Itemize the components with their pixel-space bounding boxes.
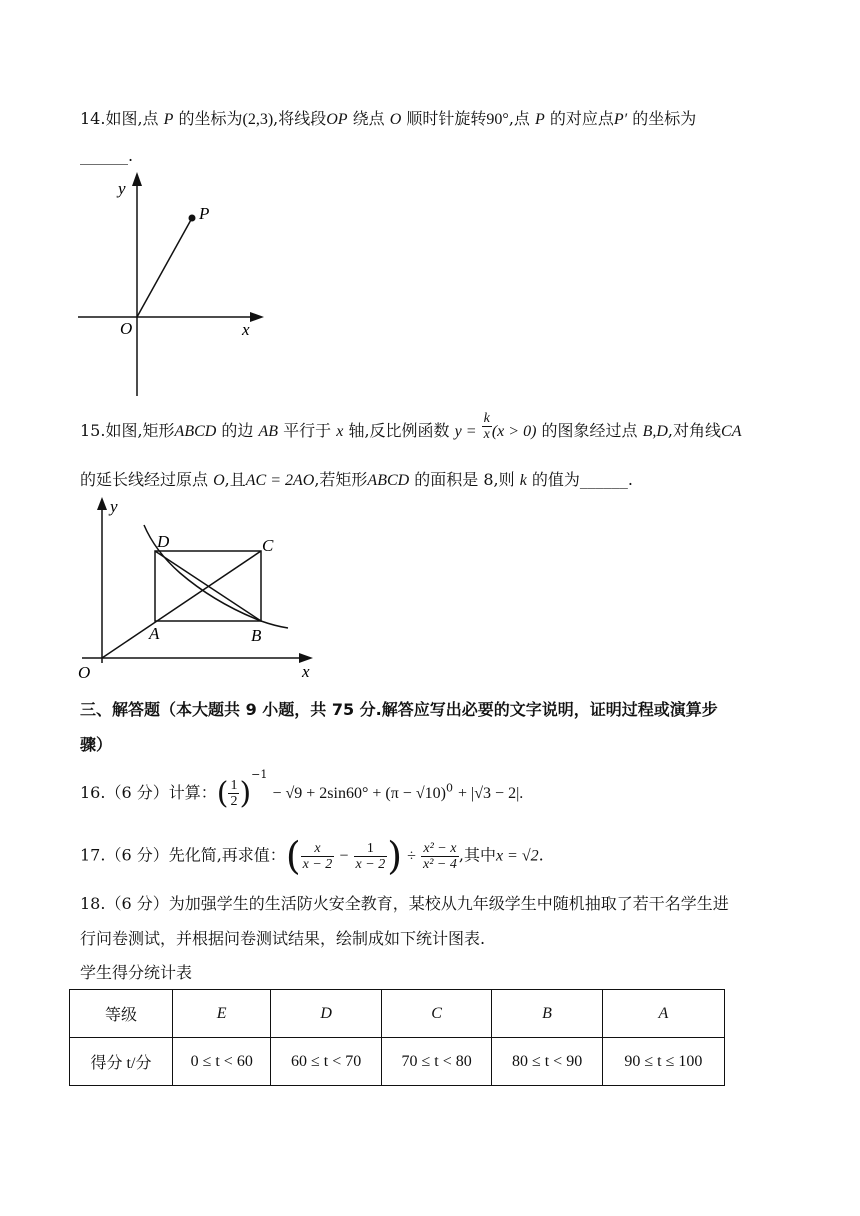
q15-text: 的面积是 8,则 [409, 470, 520, 489]
point-p-prime-label: P′ [613, 111, 628, 128]
q17-text: . [538, 845, 544, 865]
diagonal-ca-label: CA [721, 423, 742, 440]
table-cell: 80 ≤ t < 90 [492, 1038, 602, 1086]
origin-label: O [120, 319, 133, 338]
table-header-cell: D [271, 990, 381, 1038]
fraction-denominator: x² − 4 [423, 856, 457, 872]
y-axis-label: y [110, 497, 118, 516]
table-header-cell: 等级 [70, 990, 173, 1038]
segment-op [137, 218, 192, 317]
table-cell: 60 ≤ t < 70 [271, 1038, 381, 1086]
q14-text: 14.如图,点 [80, 109, 164, 128]
q14-answer-blank: ______. [80, 146, 134, 165]
x-variable: x [336, 423, 344, 440]
x-axis-arrow [250, 312, 264, 322]
q15-text: 轴,反比例函数 [343, 421, 455, 440]
exponent-minus-one: −1 [251, 767, 268, 781]
fraction-denominator: x [483, 427, 490, 442]
division-sign: ÷ [407, 847, 416, 865]
point-c-label: C [262, 536, 274, 555]
q14-text: 的坐标为 [627, 109, 697, 128]
q15-text: 平行于 [278, 421, 337, 440]
fraction-numerator: 1 [354, 841, 388, 857]
open-paren: ( [216, 776, 229, 811]
q14-text: ,将线段 [273, 109, 327, 128]
rect-abcd-label: ABCD [174, 423, 217, 440]
close-paren: ) [387, 834, 403, 878]
ac-equation: AC = 2AO [245, 472, 315, 489]
y-axis-label: y [118, 179, 126, 198]
q15-line2 [80, 467, 633, 490]
section-heading-line2: 骤） [80, 735, 113, 754]
table-header-cell: A [602, 990, 724, 1038]
rotation-angle: 90° [486, 111, 509, 128]
q15-text: 的延长线经过原点 [80, 470, 214, 489]
q16-label: 16.（6 分）计算： [80, 783, 217, 802]
y-axis-arrow [97, 497, 107, 510]
x-value: x = √2 [495, 847, 539, 865]
table-row [70, 990, 725, 1038]
point-o-label: O [389, 111, 402, 128]
q17-line [80, 834, 544, 878]
q14-line1 [80, 106, 696, 129]
fraction-denominator: x − 2 [302, 856, 333, 872]
k-variable: k [519, 472, 527, 489]
q15-text: 的边 [216, 421, 259, 440]
q14-text: 的对应点 [544, 109, 614, 128]
fraction-one-half [228, 778, 239, 809]
q16-expression: − √9 + 2sin60° + (π − √10) [272, 785, 446, 802]
q15-text: ,若矩形 [314, 470, 368, 489]
q15-text: 的图象经过点 [536, 421, 643, 440]
point-b-label: B [251, 626, 262, 645]
table-cell: 0 ≤ t < 60 [173, 1038, 271, 1086]
minus-sign: − [339, 847, 349, 865]
table-header-cell: B [492, 990, 602, 1038]
table-row [70, 1038, 725, 1086]
q16-line [80, 767, 524, 811]
q15-text: 的值为______. [526, 470, 634, 489]
y-axis-arrow [132, 172, 142, 186]
point-p-label: P [535, 111, 545, 128]
q18-line2: 行问卷测试，并根据问卷测试结果，绘制成如下统计图表. [80, 929, 486, 948]
point-a-label: A [149, 624, 160, 643]
q14-figure [70, 170, 270, 400]
table-cell: 70 ≤ t < 80 [381, 1038, 491, 1086]
segment-op-label: OP [326, 111, 348, 128]
fraction-1-over-x-minus-2 [354, 841, 388, 872]
fraction-numerator: 1 [230, 778, 238, 793]
fraction-x-over-x-minus-2 [301, 841, 335, 872]
point-d-label: D [157, 532, 170, 551]
fraction-x2-minus-x-over-x2-minus-4 [421, 841, 459, 872]
open-paren: ( [285, 834, 301, 878]
q14-text: 的坐标为 [173, 109, 243, 128]
origin-label: O [78, 663, 91, 682]
q17-label: 17.（6 分）先化简,再求值： [80, 845, 286, 865]
score-table [69, 989, 725, 1086]
fraction-denominator: x − 2 [355, 856, 386, 872]
exponent-zero: 0 [445, 781, 453, 795]
q15-figure [70, 495, 330, 685]
side-ab-label: AB [258, 423, 279, 440]
close-paren: ) [239, 776, 252, 811]
rect-abcd-label: ABCD [367, 472, 410, 489]
x-axis-label: x [302, 662, 310, 681]
q17-text: ,其中 [458, 845, 496, 865]
points-bd-label: B,D [642, 423, 668, 440]
domain-condition: (x > 0) [491, 423, 537, 440]
point-p-label: P [163, 111, 174, 128]
point-p-fig-label: P [199, 204, 210, 223]
q15-text: 15.如图,矩形 [80, 421, 175, 440]
function-y-eq: y = [454, 423, 477, 440]
table-title: 学生得分统计表 [80, 963, 193, 982]
q18-line1: 18.（6 分）为加强学生的生活防火安全教育，某校从九年级学生中随机抽取了若干名学生进 [80, 894, 729, 913]
fraction-k-over-x [482, 411, 492, 442]
q14-coordinate: (2,3) [242, 111, 274, 128]
fraction-numerator: k [483, 411, 490, 426]
table-cell: 得分 t/分 [70, 1038, 173, 1086]
origin-o-label: O [213, 472, 225, 489]
q16-abs-term: + |√3 − 2|. [458, 785, 524, 802]
q15-line1 [80, 411, 742, 442]
section-heading-line1: 三、解答题（本大题共 9 小题，共 75 分.解答应写出必要的文字说明，证明过程或演算步 [80, 700, 718, 719]
fraction-numerator: x [301, 841, 335, 857]
x-axis-label: x [242, 320, 250, 339]
table-cell: 90 ≤ t ≤ 100 [602, 1038, 724, 1086]
q14-text: 顺时针旋转 [401, 109, 487, 128]
table-header-cell: E [173, 990, 271, 1038]
q14-text: ,点 [508, 109, 536, 128]
fraction-numerator: x² − x [421, 841, 459, 857]
point-p [189, 215, 196, 222]
q15-text: ,对角线 [667, 421, 722, 440]
table-header-cell: C [381, 990, 491, 1038]
q14-text: 绕点 [347, 109, 390, 128]
fraction-denominator: 2 [230, 794, 238, 809]
q15-text: ,且 [224, 470, 246, 489]
